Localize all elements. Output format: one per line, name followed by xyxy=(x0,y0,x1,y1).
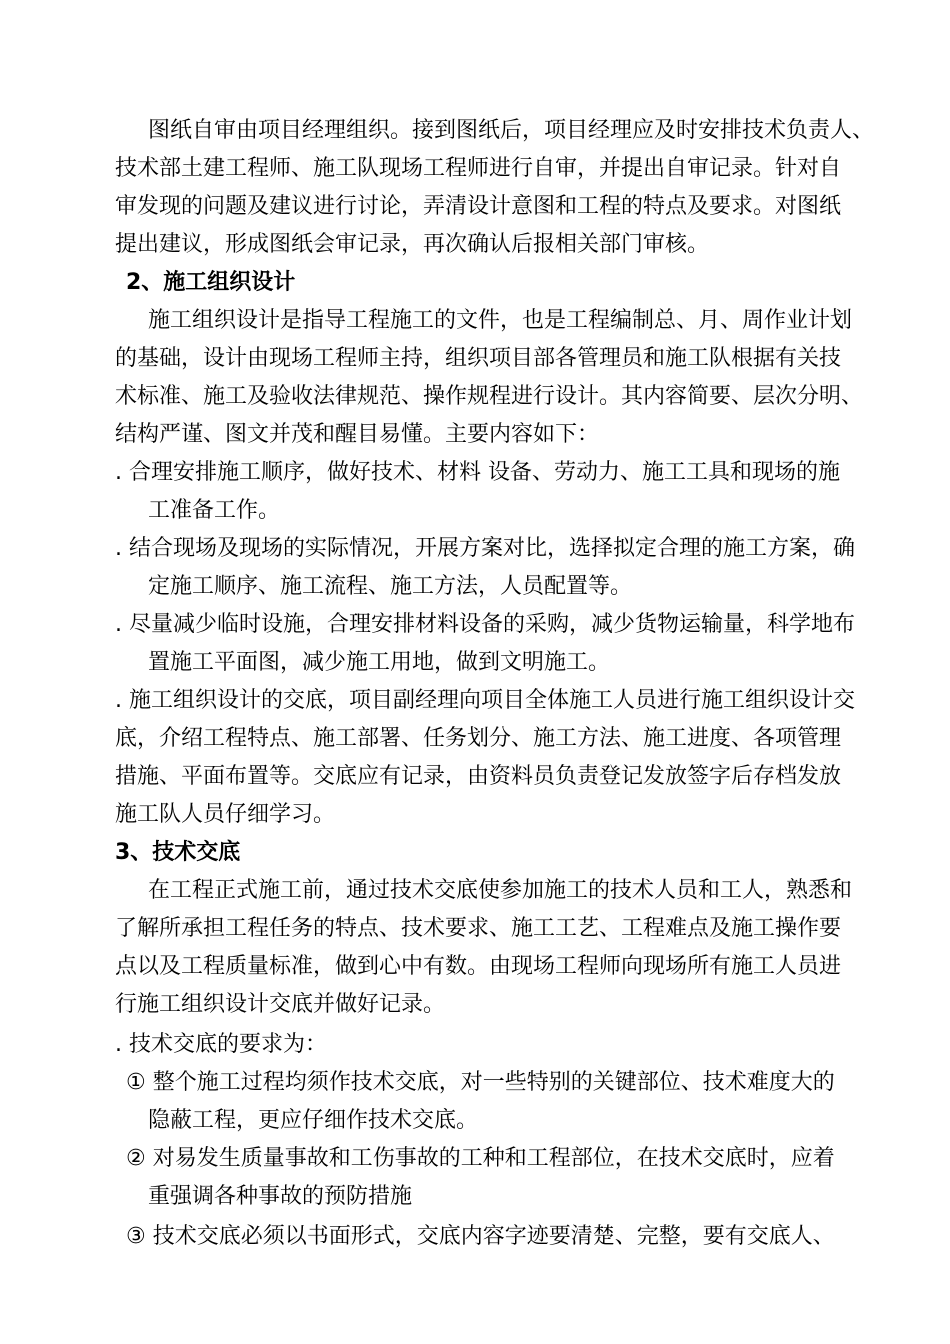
paragraph-line: 图纸自审由项目经理组织。接到图纸后，项目经理应及时安排技术负责人、 xyxy=(148,118,875,143)
paragraph-line: 术标准、施工及验收法律规范、操作规程进行设计。其内容简要、层次分明、 xyxy=(115,384,864,409)
paragraph-line: 在工程正式施工前，通过技术交底使参加施工的技术人员和工人，熟悉和 xyxy=(148,878,853,903)
bullet-item: . 技术交底的要求为： xyxy=(115,1032,327,1057)
paragraph-line: 结构严谨、图文并茂和醒目易懂。主要内容如下： xyxy=(115,422,600,447)
section-heading: 3、技术交底 xyxy=(115,840,241,865)
bullet-item: . 施工组织设计的交底，项目副经理向项目全体施工人员进行施工组织设计交 xyxy=(115,688,855,713)
paragraph-line: 的基础，设计由现场工程师主持，组织项目部各管理员和施工队根据有关技 xyxy=(115,346,842,371)
bullet-item-continuation: 工准备工作。 xyxy=(148,498,281,523)
paragraph-line: 行施工组织设计交底并做好记录。 xyxy=(115,992,446,1017)
paragraph-line: 了解所承担工程任务的特点、技术要求、施工工艺、工程难点及施工操作要 xyxy=(115,916,842,941)
paragraph-line: 措施、平面布置等。交底应有记录，由资料员负责登记发放签字后存档发放 xyxy=(115,764,842,789)
numbered-item-continuation: 重强调各种事故的预防措施 xyxy=(148,1184,413,1209)
paragraph-line: 施工组织设计是指导工程施工的文件，也是工程编制总、月、周作业计划 xyxy=(148,308,853,333)
paragraph-line: 底，介绍工程特点、施工部署、任务划分、施工方法、施工进度、各项管理 xyxy=(115,726,842,751)
section-heading: 2、施工组织设计 xyxy=(126,270,296,295)
bullet-item: . 尽量减少临时设施，合理安排材料设备的采购，减少货物运输量，科学地布 xyxy=(115,612,855,637)
bullet-item-continuation: 置施工平面图，减少施工用地，做到文明施工。 xyxy=(148,650,611,675)
paragraph-line: 技术部土建工程师、施工队现场工程师进行自审，并提出自审记录。针对自 xyxy=(115,156,842,181)
numbered-item: ① 整个施工过程均须作技术交底，对一些特别的关键部位、技术难度大的 xyxy=(126,1070,835,1095)
paragraph-line: 审发现的问题及建议进行讨论，弄清设计意图和工程的特点及要求。对图纸 xyxy=(115,194,842,219)
paragraph-line: 点以及工程质量标准，做到心中有数。由现场工程师向现场所有施工人员进 xyxy=(115,954,842,979)
numbered-item: ② 对易发生质量事故和工伤事故的工种和工程部位，在技术交底时，应着 xyxy=(126,1146,835,1171)
bullet-item-continuation: 定施工顺序、施工流程、施工方法，人员配置等。 xyxy=(148,574,633,599)
bullet-item: . 合理安排施工顺序，做好技术、材料 设备、劳动力、施工工具和现场的施 xyxy=(115,460,840,485)
numbered-item: ③ 技术交底必须以书面形式，交底内容字迹要清楚、完整，要有交底人、 xyxy=(126,1224,835,1249)
paragraph-line: 施工队人员仔细学习。 xyxy=(115,802,336,827)
numbered-item-continuation: 隐蔽工程，更应仔细作技术交底。 xyxy=(148,1108,479,1133)
paragraph-line: 提出建议，形成图纸会审记录，再次确认后报相关部门审核。 xyxy=(115,232,710,257)
bullet-item: . 结合现场及现场的实际情况，开展方案对比，选择拟定合理的施工方案，确 xyxy=(115,536,855,561)
